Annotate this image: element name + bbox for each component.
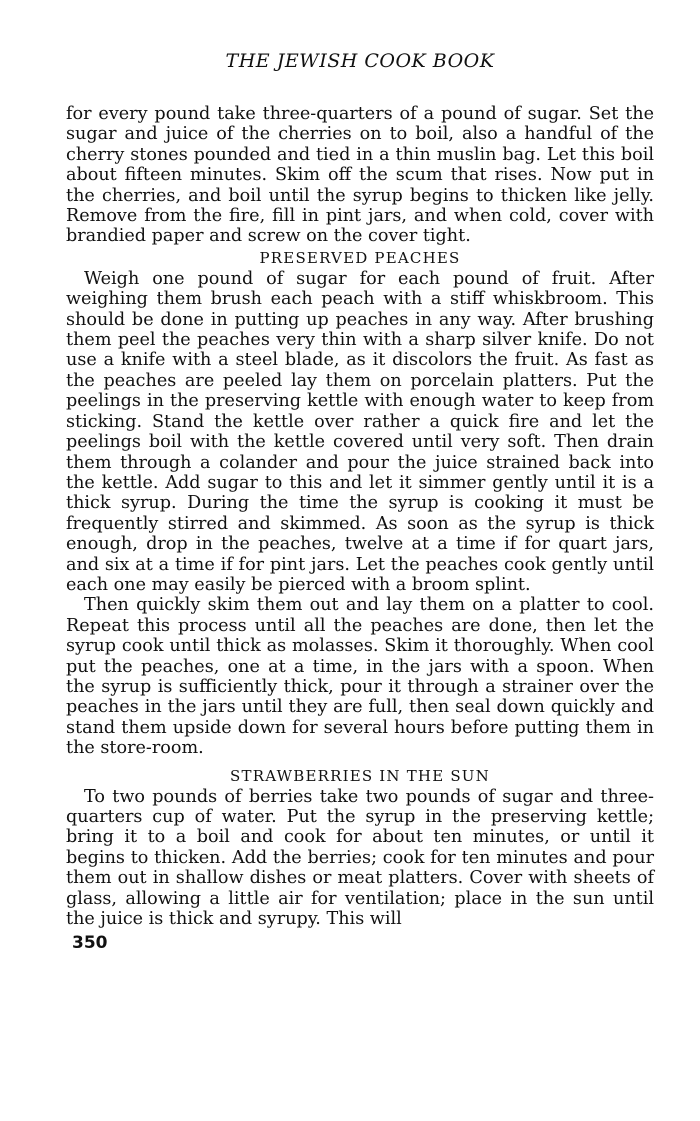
book-page	[66, 50, 654, 953]
running-head: THE JEWISH COOK BOOK	[225, 50, 495, 72]
page-number: 350	[72, 933, 108, 954]
continued-paragraph: for every pound take three-quarters of a pound of sugar. Set the sugar and juice of the cherries on to boil, also a handful of the cherry stones pounded and tied in a thin muslin bag. Let this boil about fifteen minutes. Skim off the scum that rises. Now put in the cherries, and boil until the syrup begins to thicken like jelly. Remove from the fire, fill in pint jars, and when cold, cover with brandied paper and screw on the cover tight.	[66, 104, 654, 247]
recipe-title-strawberries-in-the-sun: STRAWBERRIES IN THE SUN	[230, 766, 490, 785]
preserved-peaches-paragraph-1: Weigh one pound of sugar for each pound of fruit. After weighing them brush each peach with a stiff whiskbroom. This should be done in putting up peaches in any way. After brushing them peel the peaches very thin with a sharp silver knife. Do not use a knife with a steel blade, as it discolors the fruit. As fast as the peaches are peeled lay them on porcelain platters. Put the peelings in the preserving kettle with enough water to keep from sticking. Stand the kettle over rather a quick fire and let the peelings boil with the kettle covered until very soft. Then drain them through a colander and pour the juice strained back into the kettle. Add sugar to this and let it simmer gently until it is a thick syrup. During the time the syrup is cooking it must be frequently stirred and skimmed. As soon as the syrup is thick enough, drop in the peaches, twelve at a time if for quart jars, and six at a time if for pint jars. Let the peaches cook gently until each one may easily be pierced with a broom splint.	[66, 268, 654, 595]
strawberries-paragraph-1: To two pounds of berries take two pounds of sugar and three-quarters cup of water. Put the syrup in the preserving kettle; bring it to a boil and cook for about ten minutes, or until it begins to thicken. Add the berries; cook for ten minutes and pour them out in shallow dishes or meat platters. Cover with sheets of glass, allowing a little air for ventilation; place in the sun until the juice is thick and syrupy. This will	[66, 786, 654, 930]
recipe-title-preserved-peaches: PRESERVED PEACHES	[259, 248, 461, 267]
preserved-peaches-paragraph-2: Then quickly skim them out and lay them on a platter to cool. Repeat this process until all the peaches are done, then let the syrup cook until thick as molasses. Skim it thoroughly. When cool put the peaches, one at a time, in the jars with a spoon. When the syrup is sufficiently thick, pour it through a strainer over the peaches in the jars until they are full, then seal down quickly and stand them upside down for several hours before putting them in the store-room.	[66, 595, 654, 759]
